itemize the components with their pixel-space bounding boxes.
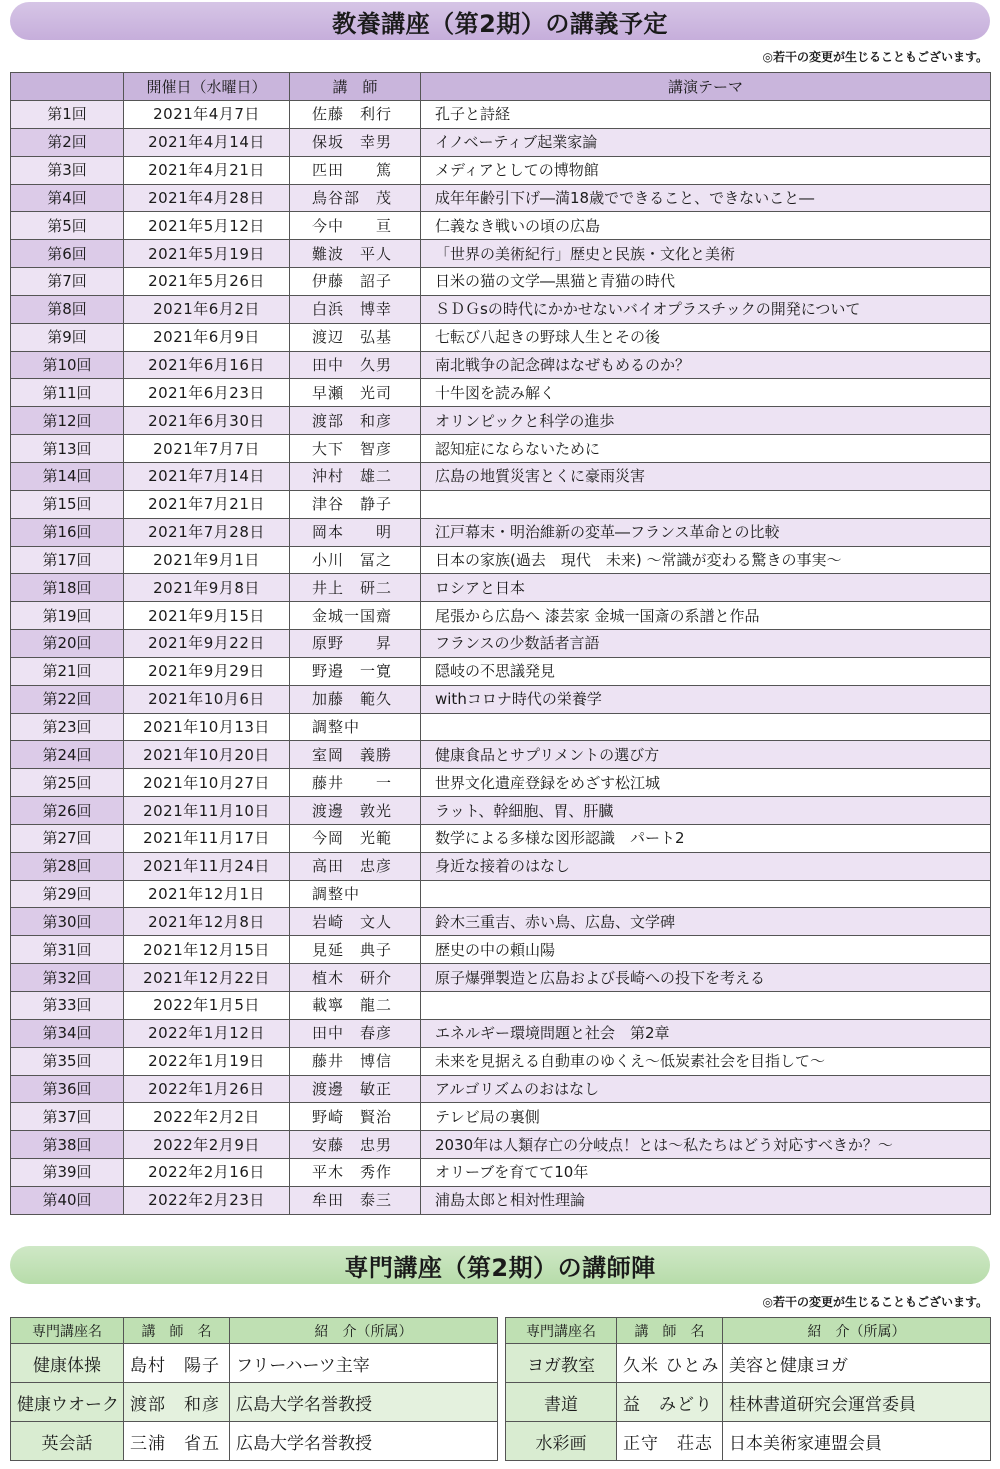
intro-cell-left: 広島大学名誉教授	[230, 1383, 498, 1422]
intro-cell-right: 日本美術家連盟会員	[723, 1422, 991, 1461]
course-cell-left: 健康体操	[11, 1344, 124, 1383]
session-cell: 第39回	[11, 1159, 124, 1187]
date-cell: 2021年4月28日	[124, 184, 290, 212]
date-cell: 2021年7月7日	[124, 435, 290, 463]
date-cell: 2021年10月27日	[124, 769, 290, 797]
theme-cell: 2030年は人類存亡の分岐点！とは～私たちはどう対応すべきか？～	[421, 1131, 991, 1159]
table-row	[11, 518, 991, 546]
table-row	[11, 1186, 991, 1214]
theme-cell: 隠岐の不思議発見	[421, 657, 991, 685]
theme-cell: 健康食品とサプリメントの選び方	[421, 741, 991, 769]
date-cell: 2022年1月19日	[124, 1047, 290, 1075]
date-cell: 2022年2月9日	[124, 1131, 290, 1159]
session-cell: 第9回	[11, 323, 124, 351]
session-cell: 第2回	[11, 128, 124, 156]
lecturer-cell: 早瀬 光司	[290, 379, 421, 407]
table-row	[11, 852, 991, 880]
table-row	[11, 713, 991, 741]
theme-cell	[421, 713, 991, 741]
theme-cell: 十牛図を読み解く	[421, 379, 991, 407]
lecturer-cell: 安藤 忠男	[290, 1131, 421, 1159]
table-row	[11, 407, 991, 435]
lecturer-cell: 井上 研二	[290, 574, 421, 602]
lecture-schedule-title: 教養講座（第2期）の講義予定	[10, 2, 990, 40]
theme-cell: 身近な接着のはなし	[421, 852, 991, 880]
date-cell: 2021年9月1日	[124, 546, 290, 574]
table-row	[11, 992, 991, 1020]
date-cell: 2021年5月12日	[124, 212, 290, 240]
table-row	[11, 602, 991, 630]
date-cell: 2022年1月5日	[124, 992, 290, 1020]
theme-cell: withコロナ時代の栄養学	[421, 685, 991, 713]
course-cell-left: 健康ウオーク	[11, 1383, 124, 1422]
specialist-table	[10, 1317, 991, 1461]
table-row	[11, 936, 991, 964]
session-cell: 第23回	[11, 713, 124, 741]
header-intro-right: 紹 介（所属）	[723, 1318, 991, 1344]
session-cell: 第14回	[11, 462, 124, 490]
theme-cell: 原子爆弾製造と広島および長崎への投下を考える	[421, 964, 991, 992]
theme-cell: 認知症にならないために	[421, 435, 991, 463]
lecturer-cell: 渡辺 弘基	[290, 323, 421, 351]
table-header-row	[11, 73, 991, 101]
intro-cell-right: 桂林書道研究会運営委員	[723, 1383, 991, 1422]
session-cell: 第21回	[11, 657, 124, 685]
session-cell: 第10回	[11, 351, 124, 379]
header-session	[11, 73, 124, 101]
date-cell: 2021年9月8日	[124, 574, 290, 602]
header-course-right: 専門講座名	[506, 1318, 617, 1344]
theme-cell: 孔子と詩経	[421, 101, 991, 129]
theme-cell: 仁義なき戦いの頃の広島	[421, 212, 991, 240]
date-cell: 2021年5月26日	[124, 268, 290, 296]
lecturer-cell: 調整中	[290, 880, 421, 908]
session-cell: 第35回	[11, 1047, 124, 1075]
session-cell: 第37回	[11, 1103, 124, 1131]
table-row	[11, 101, 991, 129]
lecturer-cell: 見延 典子	[290, 936, 421, 964]
session-cell: 第8回	[11, 295, 124, 323]
date-cell: 2021年11月17日	[124, 824, 290, 852]
session-cell: 第30回	[11, 908, 124, 936]
lecturer-cell: 匹田 篤	[290, 156, 421, 184]
session-cell: 第12回	[11, 407, 124, 435]
date-cell: 2021年7月14日	[124, 462, 290, 490]
lecturer-cell-right: 久米 ひとみ	[617, 1344, 723, 1383]
table-row	[11, 1344, 991, 1383]
date-cell: 2021年4月14日	[124, 128, 290, 156]
lecturer-cell: 渡邊 敦光	[290, 797, 421, 825]
theme-cell: フランスの少数話者言語	[421, 630, 991, 658]
theme-cell: ラット、幹細胞、胃、肝臓	[421, 797, 991, 825]
theme-cell: 日米の猫の文学―黒猫と青猫の時代	[421, 268, 991, 296]
table-row	[11, 351, 991, 379]
session-cell: 第17回	[11, 546, 124, 574]
table-row	[11, 1131, 991, 1159]
date-cell: 2021年4月7日	[124, 101, 290, 129]
course-cell-right: 書道	[506, 1383, 617, 1422]
lecturer-cell: 今岡 光範	[290, 824, 421, 852]
lecturer-cell-right: 正守 荘志	[617, 1422, 723, 1461]
session-cell: 第20回	[11, 630, 124, 658]
table-row	[11, 908, 991, 936]
theme-cell: 未来を見据える自動車のゆくえ～低炭素社会を目指して～	[421, 1047, 991, 1075]
lecture-schedule-table	[10, 72, 991, 1215]
table-row	[11, 1075, 991, 1103]
specialist-change-note: ◎若干の変更が生じることもございます。	[762, 1295, 988, 1309]
lecturer-cell: 原野 昇	[290, 630, 421, 658]
date-cell: 2021年6月16日	[124, 351, 290, 379]
theme-cell: 南北戦争の記念碑はなぜもめるのか？	[421, 351, 991, 379]
header-lecturer: 講 師	[290, 73, 421, 101]
date-cell: 2021年11月10日	[124, 797, 290, 825]
theme-cell: 江戸幕末・明治維新の変革―フランス革命との比較	[421, 518, 991, 546]
session-cell: 第26回	[11, 797, 124, 825]
lecturer-cell-left: 三浦 省五	[124, 1422, 230, 1461]
session-cell: 第15回	[11, 490, 124, 518]
session-cell: 第18回	[11, 574, 124, 602]
date-cell: 2021年10月13日	[124, 713, 290, 741]
theme-cell: 日本の家族(過去 現代 未来) ～常識が変わる驚きの事実～	[421, 546, 991, 574]
table-row	[11, 574, 991, 602]
session-cell: 第38回	[11, 1131, 124, 1159]
session-cell: 第32回	[11, 964, 124, 992]
table-row	[11, 1019, 991, 1047]
lecturer-cell: 今中 亘	[290, 212, 421, 240]
session-cell: 第40回	[11, 1186, 124, 1214]
lecturer-cell: 津谷 静子	[290, 490, 421, 518]
session-cell: 第22回	[11, 685, 124, 713]
lecturer-cell: 調整中	[290, 713, 421, 741]
header-lecturer-right: 講 師 名	[617, 1318, 723, 1344]
column-gap	[498, 1318, 506, 1344]
intro-cell-right: 美容と健康ヨガ	[723, 1344, 991, 1383]
course-cell-right: 水彩画	[506, 1422, 617, 1461]
date-cell: 2021年10月20日	[124, 741, 290, 769]
specialist-title: 専門講座（第2期）の講師陣	[10, 1246, 990, 1284]
lecturer-cell: 岩崎 文人	[290, 908, 421, 936]
date-cell: 2021年6月9日	[124, 323, 290, 351]
lecturer-cell: 牟田 泰三	[290, 1186, 421, 1214]
lecturer-cell: 渡邊 敏正	[290, 1075, 421, 1103]
theme-cell	[421, 880, 991, 908]
session-cell: 第11回	[11, 379, 124, 407]
lecturer-cell-right: 益 みどり	[617, 1383, 723, 1422]
theme-cell: オリンピックと科学の進歩	[421, 407, 991, 435]
date-cell: 2021年7月21日	[124, 490, 290, 518]
table-row	[11, 240, 991, 268]
lecturer-cell: 金城一国齋	[290, 602, 421, 630]
lecturer-cell: 難波 平人	[290, 240, 421, 268]
date-cell: 2021年12月8日	[124, 908, 290, 936]
table-row	[11, 212, 991, 240]
lecturer-cell: 沖村 雄二	[290, 462, 421, 490]
date-cell: 2021年6月30日	[124, 407, 290, 435]
date-cell: 2021年4月21日	[124, 156, 290, 184]
lecturer-cell: 野邉 一寛	[290, 657, 421, 685]
theme-cell: 成年年齢引下げ―満18歳でできること、できないこと―	[421, 184, 991, 212]
session-cell: 第7回	[11, 268, 124, 296]
lecture-change-note: ◎若干の変更が生じることもございます。	[762, 50, 988, 64]
date-cell: 2022年2月2日	[124, 1103, 290, 1131]
theme-cell: 「世界の美術紀行」歴史と民族・文化と美術	[421, 240, 991, 268]
date-cell: 2021年6月2日	[124, 295, 290, 323]
table-row	[11, 1383, 991, 1422]
date-cell: 2021年12月22日	[124, 964, 290, 992]
table-row	[11, 156, 991, 184]
session-cell: 第19回	[11, 602, 124, 630]
theme-cell	[421, 992, 991, 1020]
header-date: 開催日（水曜日）	[124, 73, 290, 101]
session-cell: 第31回	[11, 936, 124, 964]
date-cell: 2021年7月28日	[124, 518, 290, 546]
session-cell: 第27回	[11, 824, 124, 852]
lecturer-cell: 佐藤 利行	[290, 101, 421, 129]
table-row	[11, 880, 991, 908]
table-row	[11, 128, 991, 156]
theme-cell: 浦島太郎と相対性理論	[421, 1186, 991, 1214]
table-row	[11, 797, 991, 825]
session-cell: 第36回	[11, 1075, 124, 1103]
date-cell: 2022年1月26日	[124, 1075, 290, 1103]
date-cell: 2021年9月22日	[124, 630, 290, 658]
table-row	[11, 824, 991, 852]
table-row	[11, 490, 991, 518]
session-cell: 第29回	[11, 880, 124, 908]
table-row	[11, 769, 991, 797]
lecturer-cell: 藤井 一	[290, 769, 421, 797]
session-cell: 第25回	[11, 769, 124, 797]
course-cell-right: ヨガ教室	[506, 1344, 617, 1383]
theme-cell: オリーブを育てて10年	[421, 1159, 991, 1187]
table-row	[11, 1103, 991, 1131]
lecturer-cell: 岡本 明	[290, 518, 421, 546]
theme-cell: ロシアと日本	[421, 574, 991, 602]
table-header-row	[11, 1318, 991, 1344]
specialist-table-body	[11, 1344, 991, 1461]
course-cell-left: 英会話	[11, 1422, 124, 1461]
theme-cell	[421, 490, 991, 518]
lecturer-cell: 室岡 義勝	[290, 741, 421, 769]
lecturer-cell: 田中 久男	[290, 351, 421, 379]
theme-cell: エネルギー環境問題と社会 第2章	[421, 1019, 991, 1047]
theme-cell: 尾張から広島へ 漆芸家 金城一国斎の系譜と作品	[421, 602, 991, 630]
header-course-left: 専門講座名	[11, 1318, 124, 1344]
table-row	[11, 685, 991, 713]
table-row	[11, 184, 991, 212]
session-cell: 第33回	[11, 992, 124, 1020]
lecturer-cell: 植木 研介	[290, 964, 421, 992]
date-cell: 2021年9月15日	[124, 602, 290, 630]
theme-cell: イノベーティブ起業家論	[421, 128, 991, 156]
table-row	[11, 546, 991, 574]
session-cell: 第6回	[11, 240, 124, 268]
lecturer-cell: 平木 秀作	[290, 1159, 421, 1187]
theme-cell: 数学による多様な図形認識 パート2	[421, 824, 991, 852]
lecturer-cell: 載寧 龍二	[290, 992, 421, 1020]
table-row	[11, 741, 991, 769]
lecturer-cell: 保坂 幸男	[290, 128, 421, 156]
table-row	[11, 268, 991, 296]
table-row	[11, 1047, 991, 1075]
session-cell: 第16回	[11, 518, 124, 546]
theme-cell: メディアとしての博物館	[421, 156, 991, 184]
header-intro-left: 紹 介（所属）	[230, 1318, 498, 1344]
intro-cell-left: フリーハーツ主宰	[230, 1344, 498, 1383]
lecturer-cell: 高田 忠彦	[290, 852, 421, 880]
session-cell: 第5回	[11, 212, 124, 240]
date-cell: 2022年2月16日	[124, 1159, 290, 1187]
header-theme: 講演テーマ	[421, 73, 991, 101]
lecturer-cell: 鳥谷部 茂	[290, 184, 421, 212]
date-cell: 2022年1月12日	[124, 1019, 290, 1047]
theme-cell: 広島の地質災害とくに豪雨災害	[421, 462, 991, 490]
lecture-table-body	[11, 101, 991, 1215]
theme-cell: ＳＤＧsの時代にかかせないバイオプラスチックの開発について	[421, 295, 991, 323]
session-cell: 第3回	[11, 156, 124, 184]
session-cell: 第24回	[11, 741, 124, 769]
lecturer-cell: 藤井 博信	[290, 1047, 421, 1075]
date-cell: 2021年12月1日	[124, 880, 290, 908]
lecturer-cell: 大下 智彦	[290, 435, 421, 463]
theme-cell: テレビ局の裏側	[421, 1103, 991, 1131]
table-row	[11, 964, 991, 992]
theme-cell: 鈴木三重吉、赤い鳥、広島、文学碑	[421, 908, 991, 936]
lecturer-cell-left: 島村 陽子	[124, 1344, 230, 1383]
session-cell: 第1回	[11, 101, 124, 129]
table-row	[11, 323, 991, 351]
date-cell: 2021年5月19日	[124, 240, 290, 268]
table-row	[11, 462, 991, 490]
table-row	[11, 295, 991, 323]
table-row	[11, 435, 991, 463]
session-cell: 第4回	[11, 184, 124, 212]
lecturer-cell: 野崎 賢治	[290, 1103, 421, 1131]
lecturer-cell: 渡部 和彦	[290, 407, 421, 435]
column-gap	[498, 1422, 506, 1461]
date-cell: 2022年2月23日	[124, 1186, 290, 1214]
session-cell: 第13回	[11, 435, 124, 463]
table-row	[11, 1422, 991, 1461]
session-cell: 第34回	[11, 1019, 124, 1047]
lecturer-cell: 加藤 範久	[290, 685, 421, 713]
header-lecturer-left: 講 師 名	[124, 1318, 230, 1344]
table-row	[11, 630, 991, 658]
date-cell: 2021年12月15日	[124, 936, 290, 964]
date-cell: 2021年6月23日	[124, 379, 290, 407]
date-cell: 2021年9月29日	[124, 657, 290, 685]
date-cell: 2021年11月24日	[124, 852, 290, 880]
table-row	[11, 1159, 991, 1187]
intro-cell-left: 広島大学名誉教授	[230, 1422, 498, 1461]
session-cell: 第28回	[11, 852, 124, 880]
table-row	[11, 379, 991, 407]
theme-cell: 世界文化遺産登録をめざす松江城	[421, 769, 991, 797]
column-gap	[498, 1383, 506, 1422]
lecturer-cell: 伊藤 詔子	[290, 268, 421, 296]
column-gap	[498, 1344, 506, 1383]
theme-cell: アルゴリズムのおはなし	[421, 1075, 991, 1103]
table-row	[11, 657, 991, 685]
lecturer-cell: 白浜 博幸	[290, 295, 421, 323]
lecturer-cell: 田中 春彦	[290, 1019, 421, 1047]
theme-cell: 七転び八起きの野球人生とその後	[421, 323, 991, 351]
lecturer-cell-left: 渡部 和彦	[124, 1383, 230, 1422]
lecturer-cell: 小川 冨之	[290, 546, 421, 574]
theme-cell: 歴史の中の頼山陽	[421, 936, 991, 964]
date-cell: 2021年10月6日	[124, 685, 290, 713]
